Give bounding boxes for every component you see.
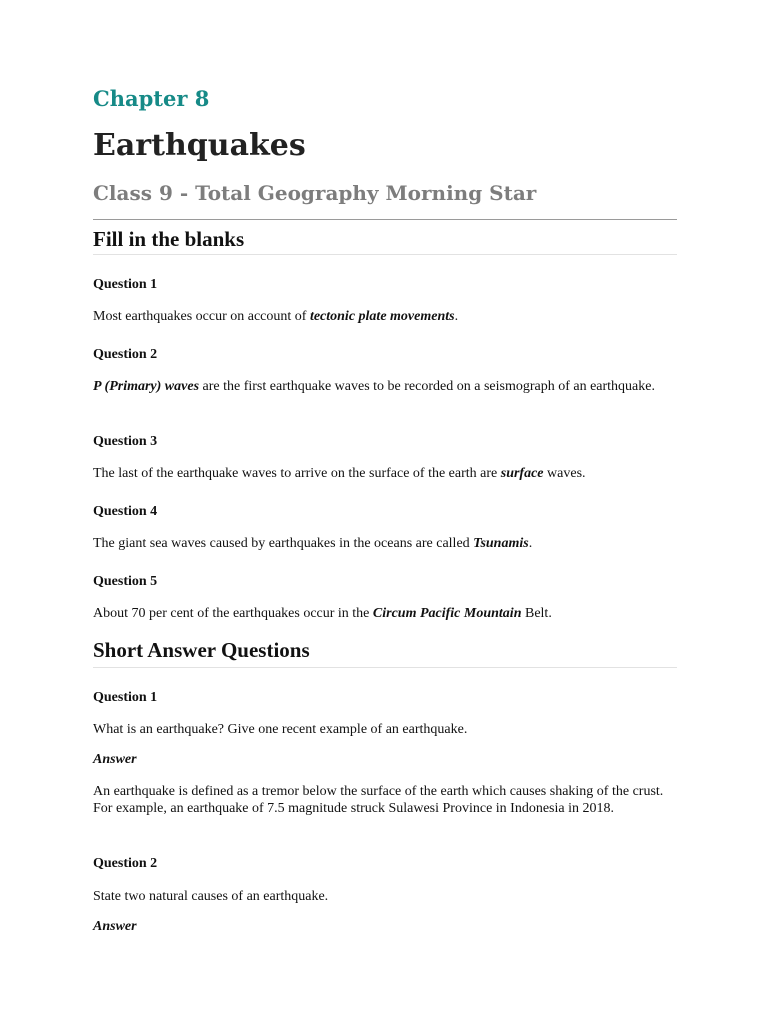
question-label: Question 1 bbox=[93, 277, 158, 292]
question-text-after: . bbox=[454, 309, 459, 324]
section-heading-short-answer: Short Answer Questions bbox=[93, 638, 310, 662]
blank-answer: surface bbox=[500, 466, 544, 481]
question-text bbox=[93, 605, 677, 622]
question-text: State two natural causes of an earthquake. bbox=[93, 889, 329, 904]
answer-label: Answer bbox=[93, 752, 137, 767]
question-text: What is an earthquake? Give one recent example of an earthquake. bbox=[93, 722, 468, 737]
title-divider bbox=[93, 219, 677, 220]
question-text bbox=[93, 535, 677, 552]
question-text-before: Most earthquakes occur on account of bbox=[93, 309, 310, 324]
chapter-label: Chapter 8 bbox=[93, 86, 210, 111]
question-label: Question 4 bbox=[93, 504, 158, 519]
question-text-after: . bbox=[528, 536, 533, 551]
question-text-after: waves. bbox=[543, 466, 586, 481]
question-text bbox=[93, 308, 677, 325]
section-divider bbox=[93, 667, 677, 668]
blank-answer: Circum Pacific Mountain bbox=[372, 606, 522, 621]
question-label: Question 1 bbox=[93, 690, 158, 705]
blank-answer: tectonic plate movements bbox=[309, 309, 455, 324]
question-text-after: Belt. bbox=[521, 606, 552, 621]
question-label: Question 5 bbox=[93, 574, 158, 589]
blank-answer: P (Primary) waves bbox=[93, 379, 200, 394]
section-heading-fill-in-the-blanks: Fill in the blanks bbox=[93, 227, 245, 251]
page-subtitle: Class 9 - Total Geography Morning Star bbox=[93, 181, 537, 205]
page-title: Earthquakes bbox=[93, 128, 306, 163]
blank-answer: Tsunamis bbox=[473, 536, 529, 551]
question-text-after: are the first earthquake waves to be recorded on a seismograph of an earthquake. bbox=[199, 379, 655, 394]
answer-label: Answer bbox=[93, 919, 137, 934]
question-text-before: About 70 per cent of the earthquakes occur in the bbox=[93, 606, 373, 621]
question-text-before: The last of the earthquake waves to arrive on the surface of the earth are bbox=[93, 466, 501, 481]
question-text bbox=[93, 465, 677, 482]
question-label: Question 3 bbox=[93, 434, 158, 449]
answer-text: An earthquake is defined as a tremor below the surface of the earth which causes shaking of the crust. For example, an earthquake of 7.5 magnitude struck Sulawesi Province in Indonesia in 2018. bbox=[93, 784, 664, 816]
question-text bbox=[93, 378, 677, 395]
question-text-before: The giant sea waves caused by earthquakes in the oceans are called bbox=[93, 536, 474, 551]
question-label: Question 2 bbox=[93, 347, 158, 362]
section-divider bbox=[93, 254, 677, 255]
question-label: Question 2 bbox=[93, 856, 158, 871]
